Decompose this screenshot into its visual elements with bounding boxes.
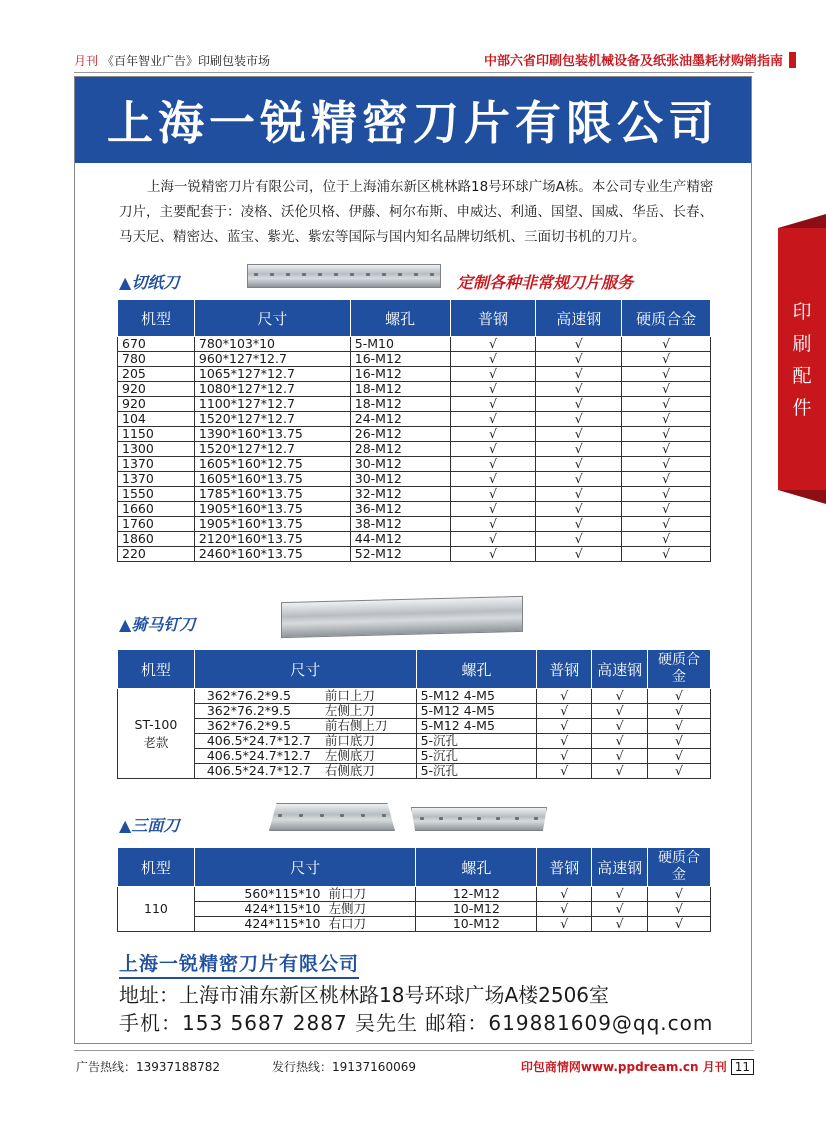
table-row (118, 382, 711, 397)
table-cell: √ (622, 412, 711, 427)
section-three-label (119, 813, 179, 836)
table-cell: 5-沉孔 (416, 764, 537, 779)
table-cell: 1150 (118, 427, 195, 442)
table-cell: √ (622, 442, 711, 457)
table-cell: √ (648, 902, 711, 917)
table-header-cell: 硬质合金 (648, 848, 711, 887)
header-marker (789, 52, 796, 68)
size-value: 406.5*24.7*12.7 (206, 733, 311, 748)
table-cell: 24-M12 (350, 412, 450, 427)
table-row (118, 917, 711, 932)
table-cell: 920 (118, 382, 195, 397)
model-line: ST-100 (134, 716, 178, 732)
table-cell: √ (450, 352, 536, 367)
table-cell: √ (592, 764, 648, 779)
table-row (118, 442, 711, 457)
table-cell: √ (592, 902, 648, 917)
table-cell: 10-M12 (416, 917, 537, 932)
table-cell: √ (537, 704, 592, 719)
section-saddle-text: 骑马钉刀 (131, 615, 196, 634)
size-cell (194, 764, 416, 779)
table-header-cell: 尺寸 (194, 300, 350, 337)
custom-service-slogan: 定制各种非常规刀片服务 (457, 273, 634, 292)
blade-position: 左侧上刀 (324, 703, 375, 718)
table-row (118, 887, 711, 902)
table-cell: 26-M12 (350, 427, 450, 442)
table-cell: √ (537, 917, 592, 932)
table-cell: 44-M12 (350, 532, 450, 547)
table-cell: 36-M12 (350, 502, 450, 517)
table-cell: 1300 (118, 442, 195, 457)
side-tab-char: 件 (792, 397, 812, 419)
table-cell: 1520*127*12.7 (194, 442, 350, 457)
table-cell: 220 (118, 547, 195, 562)
table-cell: √ (622, 487, 711, 502)
title-banner (75, 77, 751, 163)
size-cell (194, 917, 416, 932)
table-cell: √ (648, 734, 711, 749)
table-cell: √ (592, 704, 648, 719)
table-cell: 52-M12 (350, 547, 450, 562)
table-cell: √ (622, 382, 711, 397)
table-header-cell: 尺寸 (194, 848, 416, 887)
table-cell: √ (536, 352, 622, 367)
cut-blade-table (117, 299, 711, 562)
table-row (118, 502, 711, 517)
model-cell: 110 (118, 887, 195, 932)
three-side-blade-table (117, 847, 711, 932)
table-header-cell: 普钢 (537, 848, 592, 887)
table-row (118, 749, 711, 764)
model-cell (118, 689, 195, 779)
table-cell: √ (648, 704, 711, 719)
size-value: 362*76.2*9.5 (206, 703, 291, 718)
company-title: 上海一锐精密刀片有限公司 (107, 96, 719, 150)
table-cell: √ (537, 749, 592, 764)
table-header-row (118, 848, 711, 887)
table-cell: √ (622, 532, 711, 547)
table-cell: 1785*160*13.75 (194, 487, 350, 502)
table-cell: 1550 (118, 487, 195, 502)
table-header-cell: 硬质合金 (622, 300, 711, 337)
size-value: 406.5*24.7*12.7 (206, 763, 311, 778)
table-cell: √ (536, 397, 622, 412)
table-cell: √ (648, 689, 711, 704)
table-cell: √ (536, 382, 622, 397)
size-value: 362*76.2*9.5 (206, 718, 291, 733)
table-header-cell: 机型 (118, 650, 195, 689)
table-cell: 920 (118, 397, 195, 412)
table-header-cell: 机型 (118, 848, 195, 887)
size-cell (194, 749, 416, 764)
table-header-cell: 普钢 (450, 300, 536, 337)
table-header-cell: 普钢 (537, 650, 592, 689)
table-row (118, 532, 711, 547)
side-tab-fold-top (778, 214, 826, 228)
table-cell: √ (450, 427, 536, 442)
side-tab-text (778, 296, 826, 424)
footer-company-name: 上海一锐精密刀片有限公司 (119, 949, 359, 979)
table-row (118, 487, 711, 502)
blade-position: 前口刀 (328, 886, 366, 901)
table-cell: 1860 (118, 532, 195, 547)
size-cell (194, 734, 416, 749)
table-cell: 5-M12 4-M5 (416, 704, 537, 719)
table-cell: 12-M12 (416, 887, 537, 902)
table-header-cell: 硬质合金 (648, 650, 711, 689)
side-tab-fold-bottom (778, 490, 826, 504)
intro-paragraph: 上海一锐精密刀片有限公司，位于上海浦东新区桃林路18号环球广场A栋。本公司专业生产精密刀片，主要配套于：凌格、沃伦贝格、伊藤、柯尔布斯、申威达、利通、国望、国威、华岳、长春、马天尼、精密达、蓝宝、紫光、紫宏等国际与国内知名品牌切纸机、三面切书机的刀片。 (119, 179, 714, 245)
table-row (118, 764, 711, 779)
table-row (118, 704, 711, 719)
table-row (118, 734, 711, 749)
ad-frame (74, 76, 752, 1044)
table-cell: √ (622, 517, 711, 532)
table-cell: 104 (118, 412, 195, 427)
side-tab-char: 刷 (792, 333, 812, 355)
table-cell: √ (450, 532, 536, 547)
table-cell: √ (536, 442, 622, 457)
table-cell: √ (592, 887, 648, 902)
three-side-blade-right-image (411, 807, 547, 831)
table-header-cell: 机型 (118, 300, 195, 337)
side-tab-char: 印 (792, 301, 812, 323)
triangle-icon: ▲ (119, 816, 132, 835)
header-rule (74, 72, 754, 73)
table-cell: √ (622, 547, 711, 562)
table-cell: 1370 (118, 457, 195, 472)
table-cell: √ (536, 412, 622, 427)
table-cell: √ (592, 749, 648, 764)
size-cell (194, 704, 416, 719)
ad-hotline: 广告热线：13937188782 (76, 1060, 220, 1074)
table-cell: √ (622, 337, 711, 352)
table-cell: 5-M10 (350, 337, 450, 352)
blade-position: 右侧底刀 (324, 763, 375, 778)
table-cell: √ (622, 352, 711, 367)
saddle-blade-table (117, 649, 711, 779)
table-cell: √ (536, 337, 622, 352)
table-cell: √ (592, 689, 648, 704)
header-publication: 《百年智业广告》印刷包装市场 (102, 54, 271, 68)
table-cell: √ (536, 457, 622, 472)
table-row (118, 337, 711, 352)
table-row (118, 367, 711, 382)
table-cell: 5-沉孔 (416, 749, 537, 764)
cutting-blade-image (247, 264, 441, 288)
table-cell: √ (592, 734, 648, 749)
blade-position: 前右侧上刀 (324, 718, 388, 733)
table-cell: √ (537, 719, 592, 734)
table-cell: √ (450, 502, 536, 517)
table-cell: √ (648, 887, 711, 902)
table-header-cell: 螺孔 (416, 848, 537, 887)
table-cell: 1100*127*12.7 (194, 397, 350, 412)
table-cell: √ (536, 532, 622, 547)
table-row (118, 689, 711, 704)
table-cell: 1905*160*13.75 (194, 502, 350, 517)
table-cell: √ (536, 487, 622, 502)
table-row (118, 517, 711, 532)
table-cell: √ (648, 917, 711, 932)
table-cell: 1390*160*13.75 (194, 427, 350, 442)
table-cell: √ (536, 517, 622, 532)
table-cell: √ (537, 902, 592, 917)
size-cell (194, 887, 416, 902)
table-header-cell: 螺孔 (416, 650, 537, 689)
table-cell: 670 (118, 337, 195, 352)
site-text: 印包商情网www.ppdream.cn 月刊 (520, 1060, 727, 1074)
table-cell: 780 (118, 352, 195, 367)
table-cell: 205 (118, 367, 195, 382)
table-cell: √ (536, 427, 622, 442)
footer-contact: 手机：153 5687 2887 吴先生 邮箱：619881609@qq.com (119, 1011, 714, 1035)
table-header-cell: 螺孔 (350, 300, 450, 337)
table-cell: 1065*127*12.7 (194, 367, 350, 382)
table-cell: 16-M12 (350, 367, 450, 382)
table-cell: 5-M12 4-M5 (416, 689, 537, 704)
table-cell: 18-M12 (350, 397, 450, 412)
table-cell: √ (450, 457, 536, 472)
table-cell: 1905*160*13.75 (194, 517, 350, 532)
table-cell: √ (592, 917, 648, 932)
table-row (118, 719, 711, 734)
table-cell: 10-M12 (416, 902, 537, 917)
table-cell: √ (537, 734, 592, 749)
size-cell (194, 719, 416, 734)
triangle-icon: ▲ (119, 615, 132, 634)
table-row (118, 902, 711, 917)
table-cell: 1520*127*12.7 (194, 412, 350, 427)
table-header-cell: 高速钢 (592, 650, 648, 689)
table-cell: 28-M12 (350, 442, 450, 457)
table-cell: 18-M12 (350, 382, 450, 397)
table-cell: 1605*160*13.75 (194, 472, 350, 487)
table-cell: √ (537, 887, 592, 902)
table-header-cell: 高速钢 (536, 300, 622, 337)
header-prefix: 月刊 (74, 54, 99, 68)
table-cell: 1605*160*12.75 (194, 457, 350, 472)
table-cell: √ (622, 427, 711, 442)
blade-position: 前口上刀 (324, 688, 375, 703)
table-cell: √ (536, 472, 622, 487)
footer-address: 地址：上海市浦东新区桃林路18号环球广场A楼2506室 (119, 983, 610, 1007)
table-cell: 960*127*12.7 (194, 352, 350, 367)
site-and-page (521, 1058, 754, 1075)
table-cell: √ (450, 382, 536, 397)
table-cell: 2120*160*13.75 (194, 532, 350, 547)
saddle-blade-image (281, 596, 523, 638)
header-right (484, 50, 796, 69)
table-cell: √ (648, 749, 711, 764)
blade-position: 右口刀 (328, 916, 366, 931)
table-cell: √ (648, 764, 711, 779)
table-cell: √ (536, 502, 622, 517)
table-cell: 5-沉孔 (416, 734, 537, 749)
table-cell: √ (450, 487, 536, 502)
table-header-cell: 尺寸 (194, 650, 416, 689)
table-cell: √ (537, 689, 592, 704)
blade-position: 前口底刀 (324, 733, 375, 748)
model-line: 老款 (143, 734, 169, 750)
footer-rule (74, 1050, 754, 1051)
table-header-cell: 高速钢 (592, 848, 648, 887)
size-value: 362*76.2*9.5 (206, 688, 291, 703)
blade-position: 左侧底刀 (324, 748, 375, 763)
table-cell: √ (450, 337, 536, 352)
size-value: 560*115*10 (244, 886, 321, 901)
table-cell: 1370 (118, 472, 195, 487)
table-row (118, 352, 711, 367)
table-cell: √ (622, 472, 711, 487)
triangle-icon: ▲ (119, 273, 132, 292)
table-cell: 1080*127*12.7 (194, 382, 350, 397)
table-header-row (118, 300, 711, 337)
size-cell (194, 902, 416, 917)
table-cell: 38-M12 (350, 517, 450, 532)
table-cell: 32-M12 (350, 487, 450, 502)
size-value: 424*115*10 (244, 901, 321, 916)
table-cell: √ (450, 547, 536, 562)
table-cell: √ (450, 397, 536, 412)
table-row (118, 412, 711, 427)
section-cut-text: 切纸刀 (131, 273, 180, 292)
header-guide: 中部六省印刷包装机械设备及纸张油墨耗材购销指南 (483, 54, 783, 69)
page-number: 11 (731, 1059, 754, 1075)
table-cell: 1660 (118, 502, 195, 517)
section-three-text: 三面刀 (131, 816, 180, 835)
table-cell: √ (450, 472, 536, 487)
table-cell: 16-M12 (350, 352, 450, 367)
table-row (118, 457, 711, 472)
side-tab-char: 配 (792, 365, 812, 387)
table-cell: √ (622, 502, 711, 517)
table-cell: √ (450, 367, 536, 382)
table-cell: √ (537, 764, 592, 779)
table-cell: √ (536, 367, 622, 382)
table-row (118, 397, 711, 412)
table-cell: √ (450, 517, 536, 532)
table-cell: 2460*160*13.75 (194, 547, 350, 562)
section-cut-label (119, 270, 179, 293)
table-cell: √ (622, 397, 711, 412)
section-saddle-label (119, 612, 195, 635)
table-header-row (118, 650, 711, 689)
table-row (118, 547, 711, 562)
blade-position: 左侧刀 (328, 901, 366, 916)
table-cell: √ (622, 457, 711, 472)
table-cell: 780*103*10 (194, 337, 350, 352)
table-cell: √ (648, 719, 711, 734)
table-cell: √ (536, 547, 622, 562)
table-cell: √ (622, 367, 711, 382)
table-cell: √ (450, 412, 536, 427)
table-row (118, 427, 711, 442)
side-tab (778, 228, 826, 490)
table-cell: √ (592, 719, 648, 734)
size-cell (194, 689, 416, 704)
size-value: 424*115*10 (244, 916, 321, 931)
table-cell: √ (450, 442, 536, 457)
table-row (118, 472, 711, 487)
table-cell: 30-M12 (350, 457, 450, 472)
distribution-hotline: 发行热线：19137160069 (272, 1060, 416, 1074)
table-cell: 30-M12 (350, 472, 450, 487)
three-side-blade-left-image (269, 803, 395, 831)
size-value: 406.5*24.7*12.7 (206, 748, 311, 763)
table-cell: 1760 (118, 517, 195, 532)
table-cell: 5-M12 4-M5 (416, 719, 537, 734)
header-left (74, 52, 270, 69)
